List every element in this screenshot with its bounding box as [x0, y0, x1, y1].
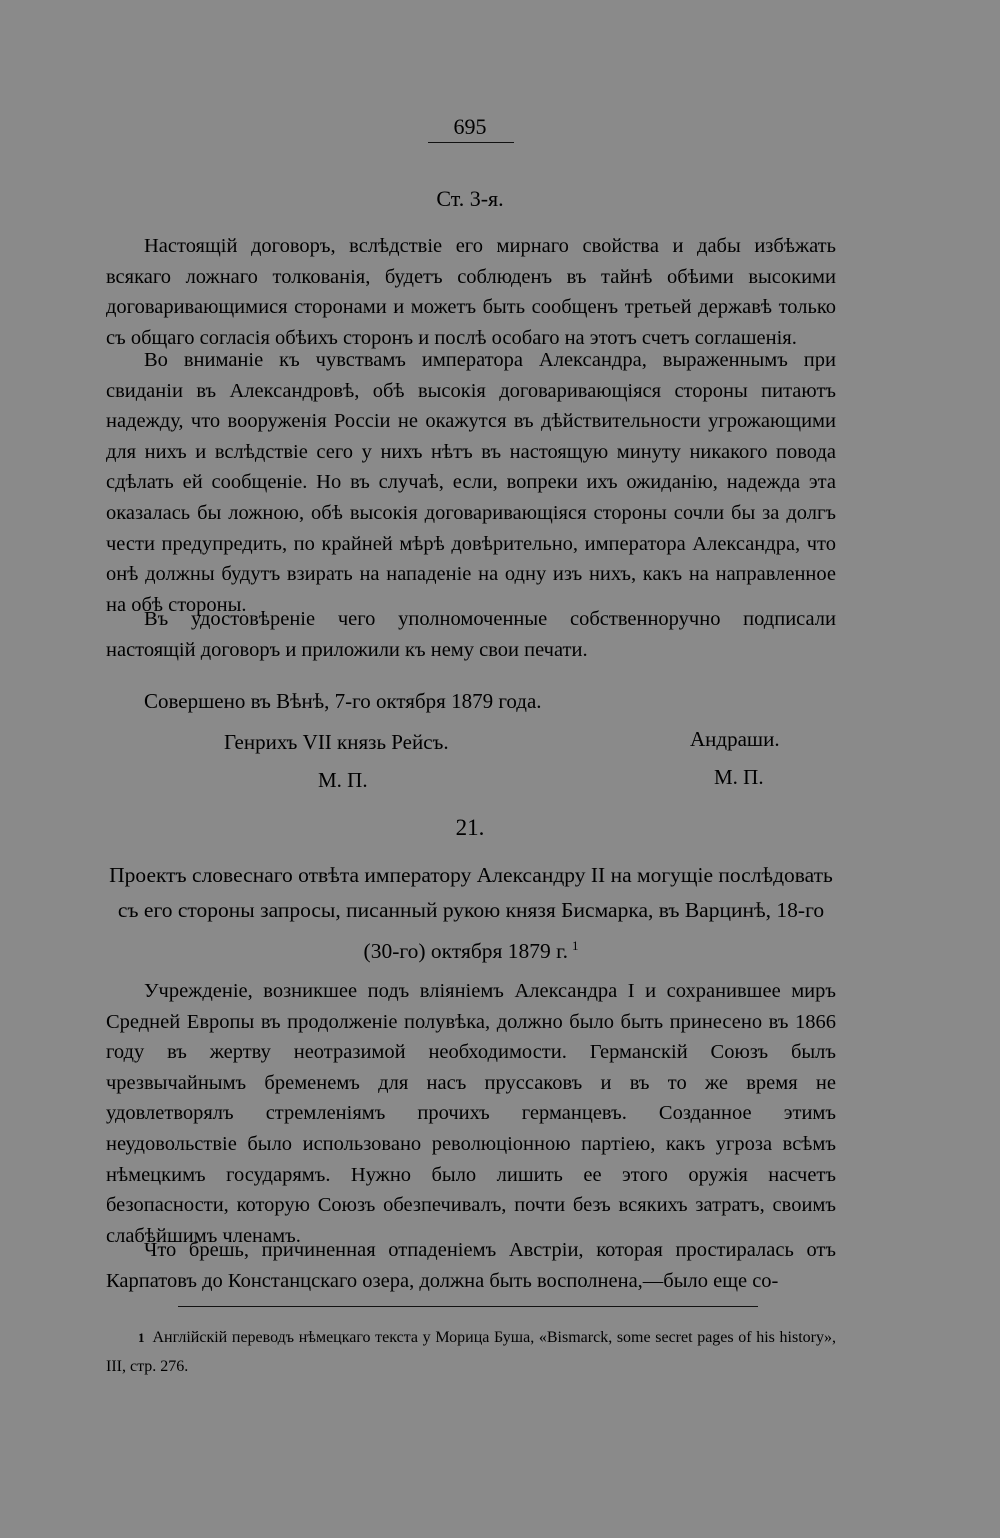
signatory-right-seal: М. П. [714, 765, 764, 789]
document-number: 21. [455, 815, 485, 840]
body-paragraph-2: Что брешь, причиненная отпаденіемъ Австріи, которая простиралась отъ Карпатовъ до Констанцскаго озера, должна быть восполнена,—было еще со- [106, 1239, 836, 1292]
article-paragraph-1: Настоящій договоръ, вслѣдствіе его мирнаго свойства и дабы избѣжать всякаго ложнаго толкованія, будетъ соблюденъ въ тайнѣ обѣими высокими договаривающимися сторонами и можетъ быть сообщенъ третьей державѣ только съ общаго согласія обѣихъ сторонъ и послѣ особаго на этотъ счетъ соглашенія. [106, 235, 836, 349]
footnote-separator [178, 1306, 758, 1307]
signatory-left-seal: М. П. [318, 768, 368, 792]
signatory-right-name: Андраши. [690, 727, 780, 751]
footnote [106, 1323, 836, 1381]
footnote-reference: 1 [571, 938, 579, 953]
article-paragraph-2: Во вниманіе къ чувствамъ императора Александра, выраженнымъ при свиданіи въ Александровѣ, обѣ высокія договаривающіяся стороны питаютъ надежду, что вооруженія Россіи не окажутся въ дѣйствительности угрожающими для нихъ и вслѣдствіе сего у нихъ нѣтъ въ настоящую минуту никакого повода сдѣлать ей сообщеніе. Но въ случаѣ, если, вопреки ихъ ожиданію, надежда эта оказалась бы ложною, обѣ высокія договаривающіяся стороны сочли бы за долгъ чести предупредить, по крайней мѣрѣ довѣрительно, императора Александра, что онѣ должны будутъ взирать на нападеніе на одну изъ нихъ, какъ на направленное на обѣ стороны. [106, 349, 836, 616]
document-title [106, 858, 836, 969]
done-at-line: Совершено въ Вѣнѣ, 7-го октября 1879 года. [144, 689, 542, 713]
page-number: 695 [453, 114, 487, 139]
document-title-text: Проектъ словеснаго отвѣта императору Александру II на могущіе послѣдовать съ его стороны запросы, писанный рукою князя Бисмарка, въ Варцинѣ, 18-го (30-го) октября 1879 г. [109, 863, 833, 964]
footnote-text: Англійскій переводъ нѣмецкаго текста у Морица Буша, «Bismarck, some secret pages of his history», III, стр. 276. [106, 1329, 836, 1375]
article-heading: Ст. 3-я. [436, 186, 504, 211]
page-number-rule [428, 142, 514, 143]
footnote-mark: 1 [138, 1330, 145, 1345]
article-paragraph-3: Въ удостовѣреніе чего уполномоченные собственноручно подписали настоящій договоръ и приложили къ нему свои печати. [106, 608, 836, 661]
signatory-left-name: Генрихъ VII князь Рейсъ. [224, 730, 449, 754]
body-paragraph-1: Учрежденіе, возникшее подъ вліяніемъ Александра I и сохранившее миръ Средней Европы въ продолженіе полувѣка, должно было быть принесено въ 1866 году въ жертву неотразимой необходимости. Германскій Союзъ былъ чрезвычайнымъ бременемъ для насъ пруссаковъ и въ то же время не удовлетворялъ стремленіямъ прочихъ германцевъ. Созданное этимъ неудовольствіе было использовано революціонною партіею, какъ угроза всѣмъ нѣмецкимъ государямъ. Нужно было лишить ее этого оружія насчетъ безопасности, которую Союзъ обезпечивалъ, почти безъ всякихъ затратъ, своимъ слабѣйшимъ членамъ. [106, 980, 836, 1247]
